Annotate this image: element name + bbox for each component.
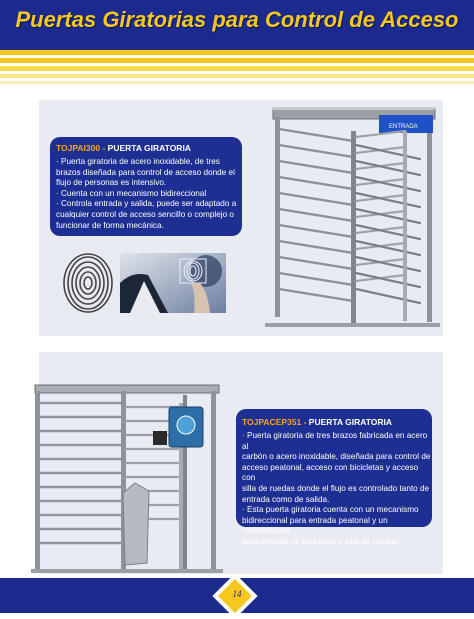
title-separator: -	[100, 143, 108, 153]
product-code: TOJPACEP351	[242, 417, 302, 427]
turnstile-image-2	[31, 383, 223, 575]
product-heading-2	[242, 417, 392, 427]
description-line: · Puerta giratoria de acero inoxidable, de tres	[56, 157, 220, 166]
description-line: · Controla entrada y salida, puede ser adaptado a	[56, 199, 237, 209]
description-line: cualquier control de acceso sencillo o complejo o	[56, 209, 234, 219]
header-stripe	[0, 74, 474, 78]
entrada-sign: ENTRADA	[389, 124, 418, 130]
description-line: · Puerta giratoria de tres brazos fabricada en acero al	[242, 431, 428, 451]
description-line: bidireccional para entrada peatonal y un motoreductor	[242, 515, 388, 536]
product-description-1	[56, 157, 242, 231]
description-line: · Cuenta con un mecanismo bidireccional	[56, 188, 207, 198]
description-line: · Esta puerta giratoria cuenta con un mecanismo	[242, 505, 419, 515]
product-description-2	[242, 431, 432, 548]
page-number: 14	[232, 589, 242, 599]
description-line: flujo de personas es intensivo.	[56, 178, 167, 188]
header-stripe	[0, 58, 474, 63]
product-code: TOJPAI300	[56, 143, 101, 153]
description-line: acceso peatonal, acceso con bicicletas y acceso con	[242, 462, 419, 483]
description-line: silla de ruedas donde el flujo es controlado tanto de	[242, 483, 430, 493]
product-heading-1	[56, 143, 191, 153]
description-line: funcionar de forma mecánica.	[56, 220, 164, 230]
description-line: para entrada de bicicletas o silla de ruedas.	[242, 536, 400, 546]
description-line: brazos diseñada para control de acceso donde el	[56, 167, 235, 177]
description-line: carbón o acero inoxidable, diseñada para control de	[242, 452, 431, 462]
description-line: entrada como de salida.	[242, 494, 330, 504]
product-name: PUERTA GIRATORIA	[107, 143, 191, 153]
product-name: PUERTA GIRATORIA	[308, 417, 393, 427]
page-title: Puertas Giratorias para Control de Acceso	[15, 7, 459, 32]
turnstile-image-1	[255, 101, 445, 337]
header-stripe	[0, 50, 474, 55]
fingerprint-scan-icon	[120, 253, 226, 313]
header-stripe	[0, 81, 474, 84]
fingerprint-icon	[62, 252, 114, 314]
header-stripe	[0, 66, 474, 71]
title-separator: -	[301, 417, 309, 427]
